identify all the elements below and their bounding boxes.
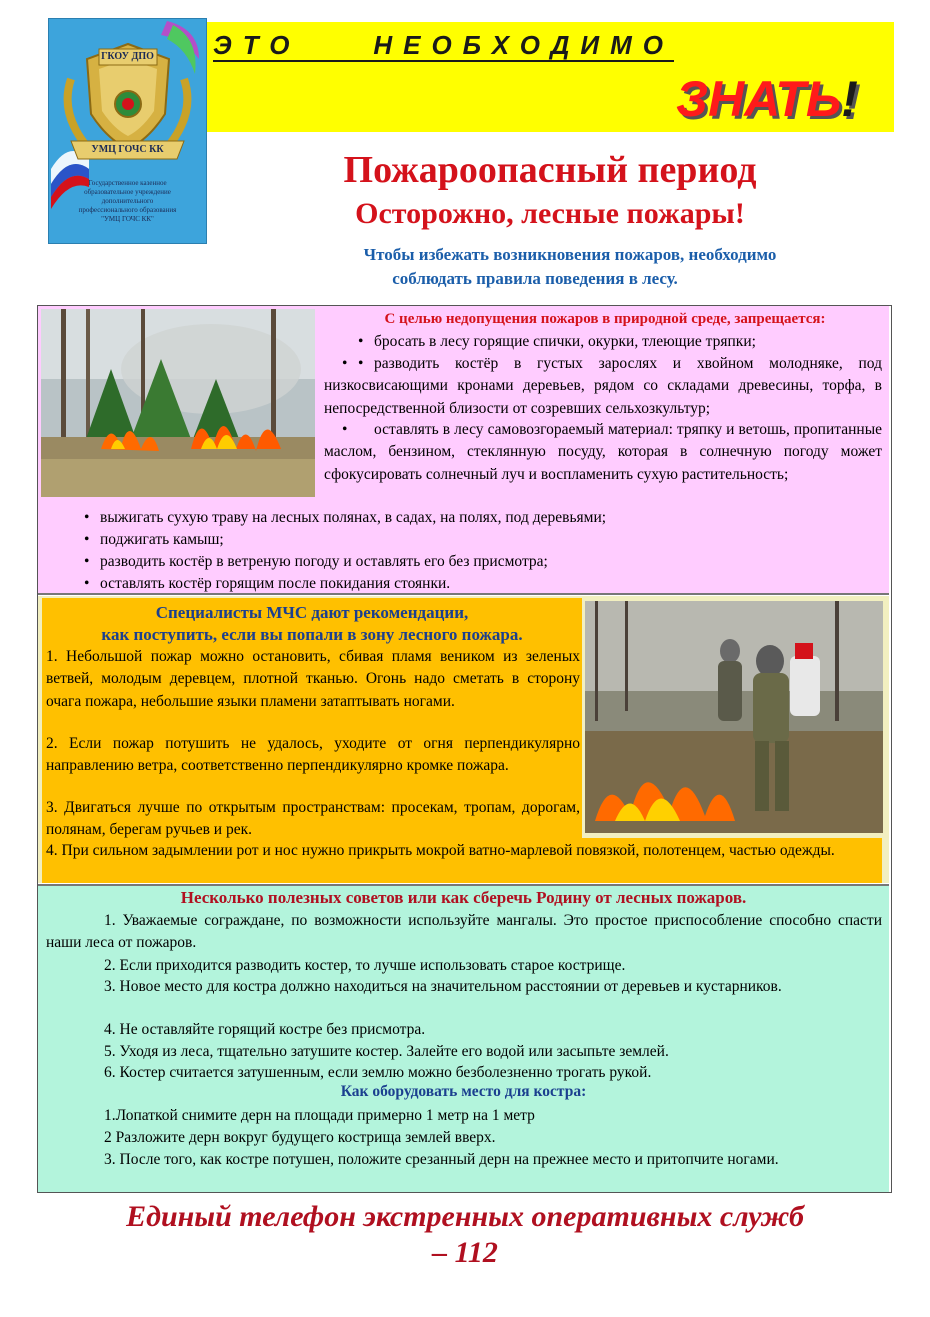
banner-right-word: ЗНАТЬ	[676, 71, 842, 127]
tips-heading: Несколько полезных советов или как сберечь Родину от лесных пожаров.	[180, 888, 747, 907]
emblem-bottom-label: УМЦ ГОЧС КК	[91, 144, 164, 155]
tip-item: 3. Новое место для костра должно находиться на значительном расстоянии от деревьев и кустарников.	[104, 978, 782, 995]
recommendation-item: 2. Если пожар потушить не удалось, уходите от огня перпендикулярно направлению ветра, соответственно перпендикулярно кромке пожара.	[46, 735, 580, 775]
tip-item: 1. Уважаемые сограждане, по возможности используйте мангалы. Это простое приспособление способно спасти наши леса от пожаров.	[46, 912, 882, 952]
prohibited-item: • оставлять костёр горящим после покидания стоянки.	[100, 573, 880, 595]
emblem-cover	[48, 18, 207, 244]
recommendation-item: 4. При сильном задымлении рот и нос нужно прикрыть мокрой ватно-марлевой повязкой, полотенцем, частью одежды.	[46, 842, 835, 859]
tip-item: 2. Если приходится разводить костер, то лучше использовать старое кострище.	[104, 957, 626, 974]
emergency-phone-line-1: Единый телефон экстренных оперативных служб	[126, 1200, 804, 1233]
firefighter-photo	[585, 601, 883, 833]
recommendations-heading-2: как поступить, если вы попали в зону лесного пожара.	[101, 625, 523, 644]
campfire-step: 3. После того, как костре потушен, положите срезанный дерн на прежнее место и притопчите ногами.	[104, 1151, 779, 1168]
intro-line-1: Чтобы избежать возникновения пожаров, необходимо	[363, 245, 777, 264]
emblem-caption-1: Государственное казенное	[88, 179, 167, 187]
tip-item: 4. Не оставляйте горящий костре без присмотра.	[104, 1021, 426, 1038]
recommendation-item: 1. Небольшой пожар можно остановить, сбивая пламя веником из зеленых ветвей, молодым деревцем, плотной тканью. Огонь надо сметать в сторону очага пожара, небольшие языки пламени затаптывать ногами.	[46, 648, 580, 710]
page-subtitle: Осторожно, лесные пожары!	[355, 197, 745, 230]
banner-left-text: ЭТО НЕОБХОДИМО	[213, 30, 674, 60]
recommendation-item: 3. Двигаться лучше по открытым пространствам: просекам, тропам, дорогам, полянам, берегам ручьев и рек.	[46, 799, 580, 839]
emblem-caption-2: образовательное учреждение	[84, 188, 171, 196]
campfire-step: 1.Лопаткой снимите дерн на площади примерно 1 метр на 1 метр	[104, 1107, 535, 1124]
tip-item: 5. Уходя из леса, тщательно затушите костер. Залейте его водой или засыпьте землей.	[104, 1043, 669, 1060]
prohibited-item: • бросать в лесу горящие спички, окурки, тлеющие тряпки;	[374, 331, 882, 353]
intro-line-2: соблюдать правила поведения в лесу.	[392, 269, 678, 288]
prohibited-item: • поджигать камыш;	[100, 529, 880, 551]
banner-exclamation: !	[841, 71, 858, 127]
emblem-top-label: ГКОУ ДПО	[101, 51, 154, 62]
banner-right-text	[676, 70, 858, 128]
prohibited-item: разводить костёр в густых зарослях и хвойном молодняке, под низкосвисающими кронами деревьев, рядом со складами древесины, торфа, в непосредственной близости от созревших сельхозкультур;	[324, 355, 882, 417]
tip-item: 6. Костер считается затушенным, если землю можно безболезненно трогать рукой.	[104, 1064, 652, 1081]
page-title: Пожароопасный период	[343, 149, 757, 191]
recommendations-heading-1: Специалисты МЧС дают рекомендации,	[155, 603, 469, 622]
campfire-step: 2 Разложите дерн вокруг будущего кострища землей вверх.	[104, 1129, 496, 1146]
emblem-caption-3: дополнительного	[101, 197, 154, 205]
prohibited-heading: С целью недопущения пожаров в природной среде, запрещается:	[384, 311, 826, 327]
forest-fire-photo	[41, 309, 315, 497]
campfire-heading: Как оборудовать место для костра:	[340, 1083, 587, 1100]
emblem-caption-5: "УМЦ ГОЧС КК"	[101, 215, 154, 223]
prohibited-item: оставлять в лесу самовозгораемый материал: тряпку и ветошь, пропитанные маслом, бензином, стеклянную посуду, которая в солнечную погоду может сфокусировать солнечный луч и воспламенить сухую растительность;	[324, 421, 882, 483]
prohibited-item: • выжигать сухую траву на лесных полянах, в садах, на полях, под деревьями;	[100, 507, 880, 529]
emblem-caption-4: профессионального образования	[78, 206, 177, 214]
prohibited-item: • разводить костёр в ветреную погоду и оставлять его без присмотра;	[100, 551, 880, 573]
emergency-phone-line-2: – 112	[432, 1236, 498, 1269]
